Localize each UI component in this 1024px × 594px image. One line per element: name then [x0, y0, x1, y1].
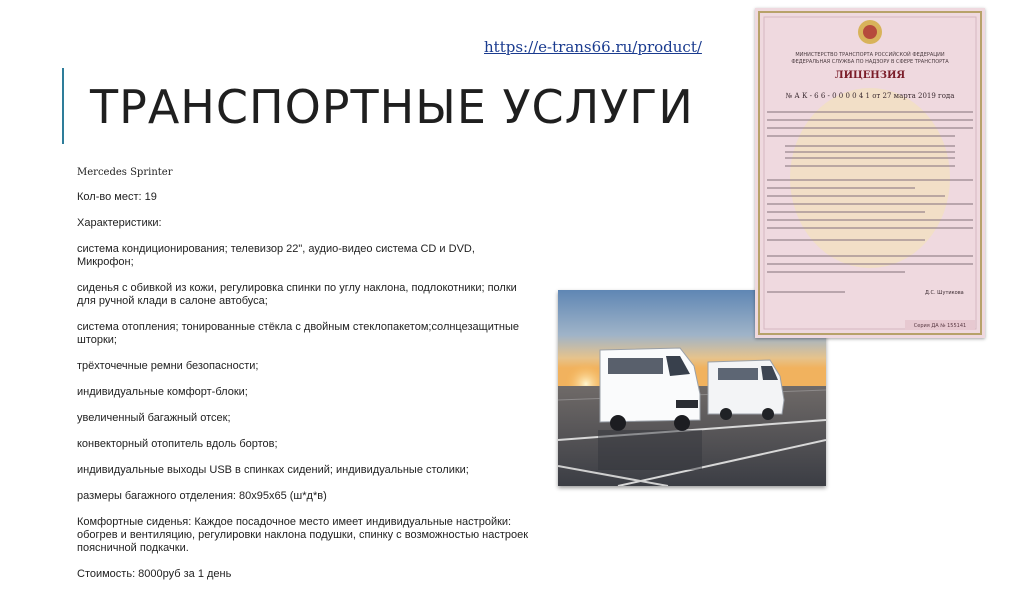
feature-item: конвекторный отопитель вдоль бортов;: [77, 438, 278, 450]
license-certificate: [755, 8, 985, 338]
vehicle-model: Mercedes Sprinter: [77, 167, 173, 178]
vehicle-description: [77, 166, 532, 594]
coat-of-arms-icon: [858, 20, 882, 44]
price: Стоимость: 8000руб за 1 день: [77, 568, 232, 580]
page-title: ТРАНСПОРТНЫЕ УСЛУГИ: [90, 80, 694, 134]
feature-item: сиденья с обивкой из кожи, регулировка спинки по углу наклона, подлокотники; полки для ручной клади в салоне автобуса;: [77, 282, 517, 307]
feature-item: индивидуальные комфорт-блоки;: [77, 386, 248, 398]
seat-count: Кол-во мест: 19: [77, 191, 157, 203]
license-heading: ЛИЦЕНЗИЯ: [834, 70, 906, 81]
source-link[interactable]: https://e-trans66.ru/product/: [484, 38, 702, 56]
feature-item: размеры багажного отделения: 80х95х65 (ш*д*в): [77, 490, 327, 502]
feature-item: трёхточечные ремни безопасности;: [77, 360, 259, 372]
feature-item: система кондиционирования; телевизор 22", аудио-видео система CD и DVD, Микрофон;: [77, 243, 475, 268]
feature-item: увеличенный багажный отсек;: [77, 412, 231, 424]
feature-item: система отопления; тонированные стёкла с двойным стеклопакетом;солнцезащитные шторки;: [77, 321, 519, 346]
license-serial: Серия ДА № 155141: [913, 323, 967, 329]
license-signer: Д.С. Шутикова: [925, 290, 964, 296]
ministry-line-2: ФЕДЕРАЛЬНАЯ СЛУЖБА ПО НАДЗОРУ В СФЕРЕ ТРАНСПОРТА: [791, 59, 949, 65]
license-number: № А К - 6 6 - 0 0 0 0 4 1 от 27 марта 2019 года: [785, 92, 955, 100]
feature-item: Комфортные сиденья: Каждое посадочное место имеет индивидуальные настройки: обогрев и вентиляцию, регулировки наклона подушки, спинку с возможностью настроек поясничной подкачки.: [77, 516, 529, 554]
feature-item: индивидуальные выходы USB в спинках сидений; индивидуальные столики;: [77, 464, 469, 476]
features-heading: Характеристики:: [77, 217, 162, 229]
ministry-line-1: МИНИСТЕРСТВО ТРАНСПОРТА РОССИЙСКОЙ ФЕДЕРАЦИИ: [795, 52, 945, 58]
title-accent-bar: [62, 68, 64, 144]
